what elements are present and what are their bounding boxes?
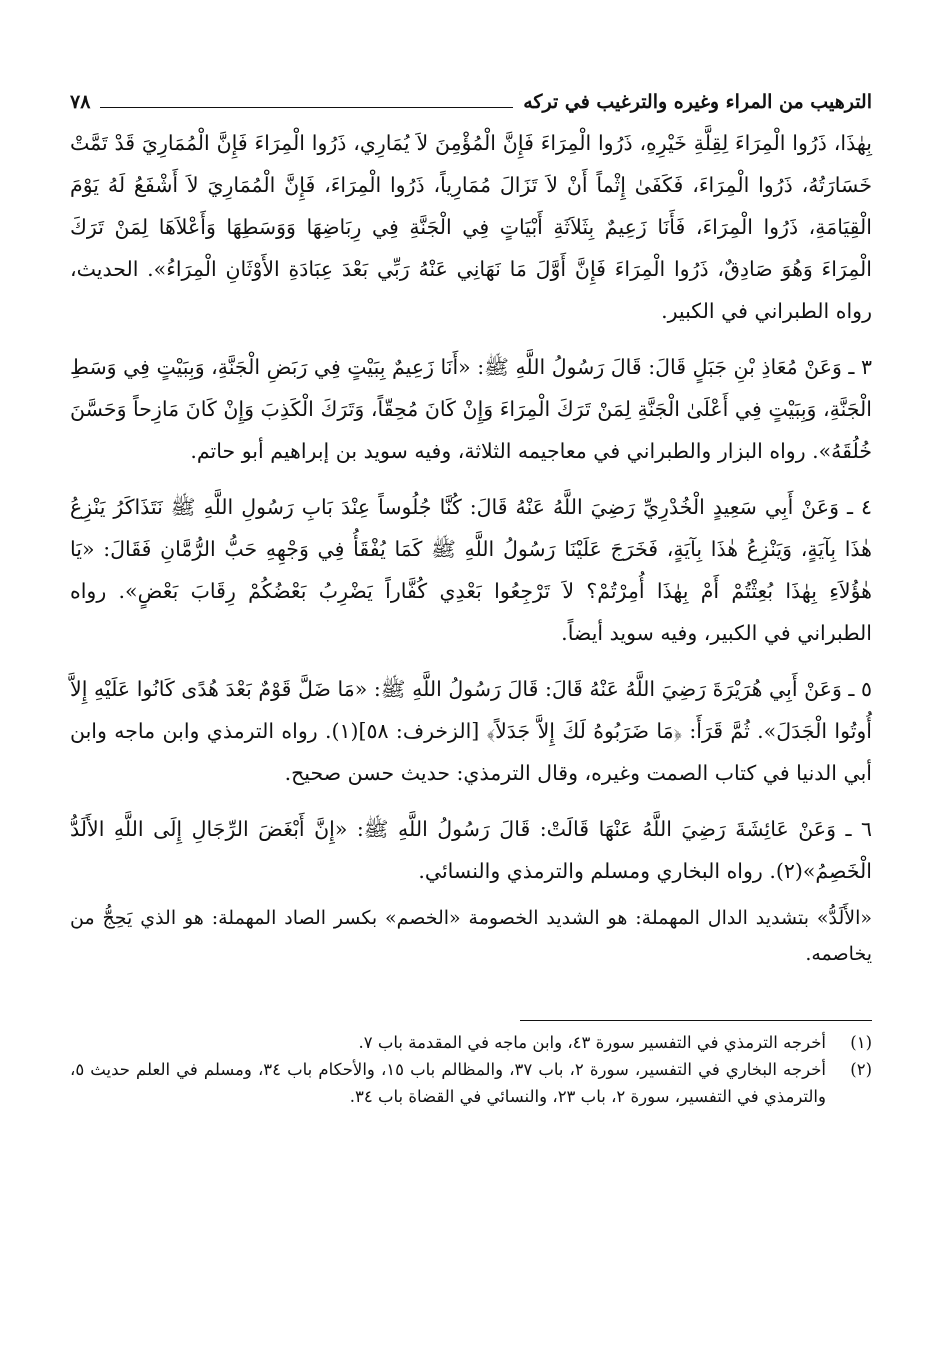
gloss-note: «الأَلَدُّ» بتشديد الدال المهملة: هو الشديد الخصومة «الخصم» بكسر الصاد المهملة: هو الذي يَحِجُّ من يخاصمه.: [70, 907, 872, 965]
paragraph-hadith-6: ٦ ـ وَعَنْ عَائِشَةَ رَضِيَ اللَّهُ عَنْهَا قَالَتْ: قَالَ رَسُولُ اللَّهِ ﷺ: «إِنَّ أَبْغَضَ الرِّجَالِ إِلَى اللَّهِ الأَلَدُّ الْخَصِمُ»(٢). رواه البخاري ومسلم والترمذي والنسائي.: [70, 817, 872, 883]
paragraph-hadith-4: ٤ ـ وَعَنْ أَبِي سَعِيدٍ الْخُدْرِيِّ رَضِيَ اللَّهُ عَنْهُ قَالَ: كُنَّا جُلُوساً عِنْدَ بَابِ رَسُولِ اللَّهِ ﷺ نَتَذَاكَرُ يَنْزِعُ هٰذَا بِآيَةٍ، وَيَنْزِعُ هٰذَا بِآيَةٍ، فَخَرَجَ عَلَيْنَا رَسُولُ اللَّهِ ﷺ كَمَا يُفْقَأُ فِي وَجْهِهِ حَبُّ الرُّمَّانِ فَقَالَ: «يَا هٰؤُلاَءِ بِهٰذَا بُعِثْتُمْ أَمْ بِهٰذَا أُمِرْتُمْ؟ لاَ تَرْجِعُوا بَعْدِي كُفَّاراً يَضْرِبُ بَعْضُكُمْ رِقَابَ بَعْضٍ». رواه الطبراني في الكبير، وفيه سويد أيضاً.: [70, 495, 872, 645]
header-rule: [100, 107, 513, 108]
footnote-item: [70, 1029, 872, 1056]
footnote-number: (٢): [850, 1060, 872, 1079]
paragraph-hadith-5: ٥ ـ وَعَنْ أَبِي هُرَيْرَةَ رَضِيَ اللَّهُ عَنْهُ قَالَ: قَالَ رَسُولُ اللَّهِ ﷺ: «مَا ضَلَّ قَوْمٌ بَعْدَ هُدًى كَانُوا عَلَيْهِ إِلاَّ أُوتُوا الْجَدَلَ». ثُمَّ قَرَأَ: ﴿مَا ضَرَبُوهُ لَكَ إِلاَّ جَدَلاً﴾ [الزخرف: ٥٨](١). رواه الترمذي وابن ماجه وابن أبي الدنيا في كتاب الصمت وغيره، وقال الترمذي: حديث حسن صحيح.: [70, 677, 872, 785]
footnotes: [70, 1029, 872, 1110]
footnote-item: [70, 1056, 872, 1110]
running-header: [70, 82, 872, 122]
footnote-text: أخرجه الترمذي في التفسير سورة ٤٣، وابن ماجه في المقدمة باب ٧.: [358, 1033, 826, 1052]
page-number: ٧٨: [70, 91, 91, 113]
paragraph-hadith-3: ٣ ـ وَعَنْ مُعَاذِ بْنِ جَبَلٍ قَالَ: قَالَ رَسُولُ اللَّهِ ﷺ: «أَنَا زَعِيمٌ بِبَيْتٍ فِي رَبَضِ الْجَنَّةِ، وَبِبَيْتٍ فِي وَسَطِ الْجَنَّةِ، وَبِبَيْتٍ فِي أَعْلَىٰ الْجَنَّةِ لِمَنْ تَرَكَ الْمِرَاءَ وَإِنْ كَانَ مُحِقّاً، وَتَرَكَ الْكَذِبَ وَإِنْ كَانَ مَازِحاً وَحَسَّنَ خُلُقَهُ». رواه البزار والطبراني في معاجيمه الثلاثة، وفيه سويد بن إبراهيم أبو حاتم.: [70, 355, 872, 463]
paragraph-hadith-2-end: بِهٰذَا، ذَرُوا الْمِرَاءَ لِقِلَّةِ خَيْرِهِ، ذَرُوا الْمِرَاءَ فَإِنَّ الْمُؤْمِنَ لاَ يُمَارِي، ذَرُوا الْمِرَاءَ فَإِنَّ الْمُمَارِيَ قَدْ تَمَّتْ خَسَارَتُهُ، ذَرُوا الْمِرَاءَ، فَكَفَىٰ إِثْماً أَنْ لاَ تَزَالَ مُمَارِياً، ذَرُوا الْمِرَاءَ، فَإِنَّ الْمُمَارِيَ لاَ أَشْفَعُ لَهُ يَوْمَ الْقِيَامَةِ، ذَرُوا الْمِرَاءَ، فَأَنَا زَعِيمٌ بِثَلاَثَةِ أَبْيَاتٍ فِي الْجَنَّةِ فِي رِبَاضِهَا وَوَسَطِهَا وَأَعْلاَهَا لِمَنْ تَرَكَ الْمِرَاءَ وَهُوَ صَادِقٌ، ذَرُوا الْمِرَاءَ فَإِنَّ أَوَّلَ مَا نَهَانِي عَنْهُ رَبِّي بَعْدَ عِبَادَةِ الأَوْثَانِ الْمِرَاءُ». الحديث، رواه الطبراني في الكبير.: [70, 131, 872, 323]
running-title: الترهيب من المراء وغيره والترغيب في تركه: [523, 91, 872, 113]
main-text: [70, 122, 872, 972]
footnote-number: (١): [850, 1033, 872, 1052]
footnote-text: أخرجه البخاري في التفسير، سورة ٢، باب ٣٧، والمظالم باب ١٥، والأحكام باب ٣٤، ومسلم في العلم حديث ٥، والترمذي في التفسير، سورة ٢، باب ٢٣، والنسائي في القضاة باب ٣٤.: [70, 1060, 826, 1106]
footnote-separator: [520, 1020, 872, 1021]
